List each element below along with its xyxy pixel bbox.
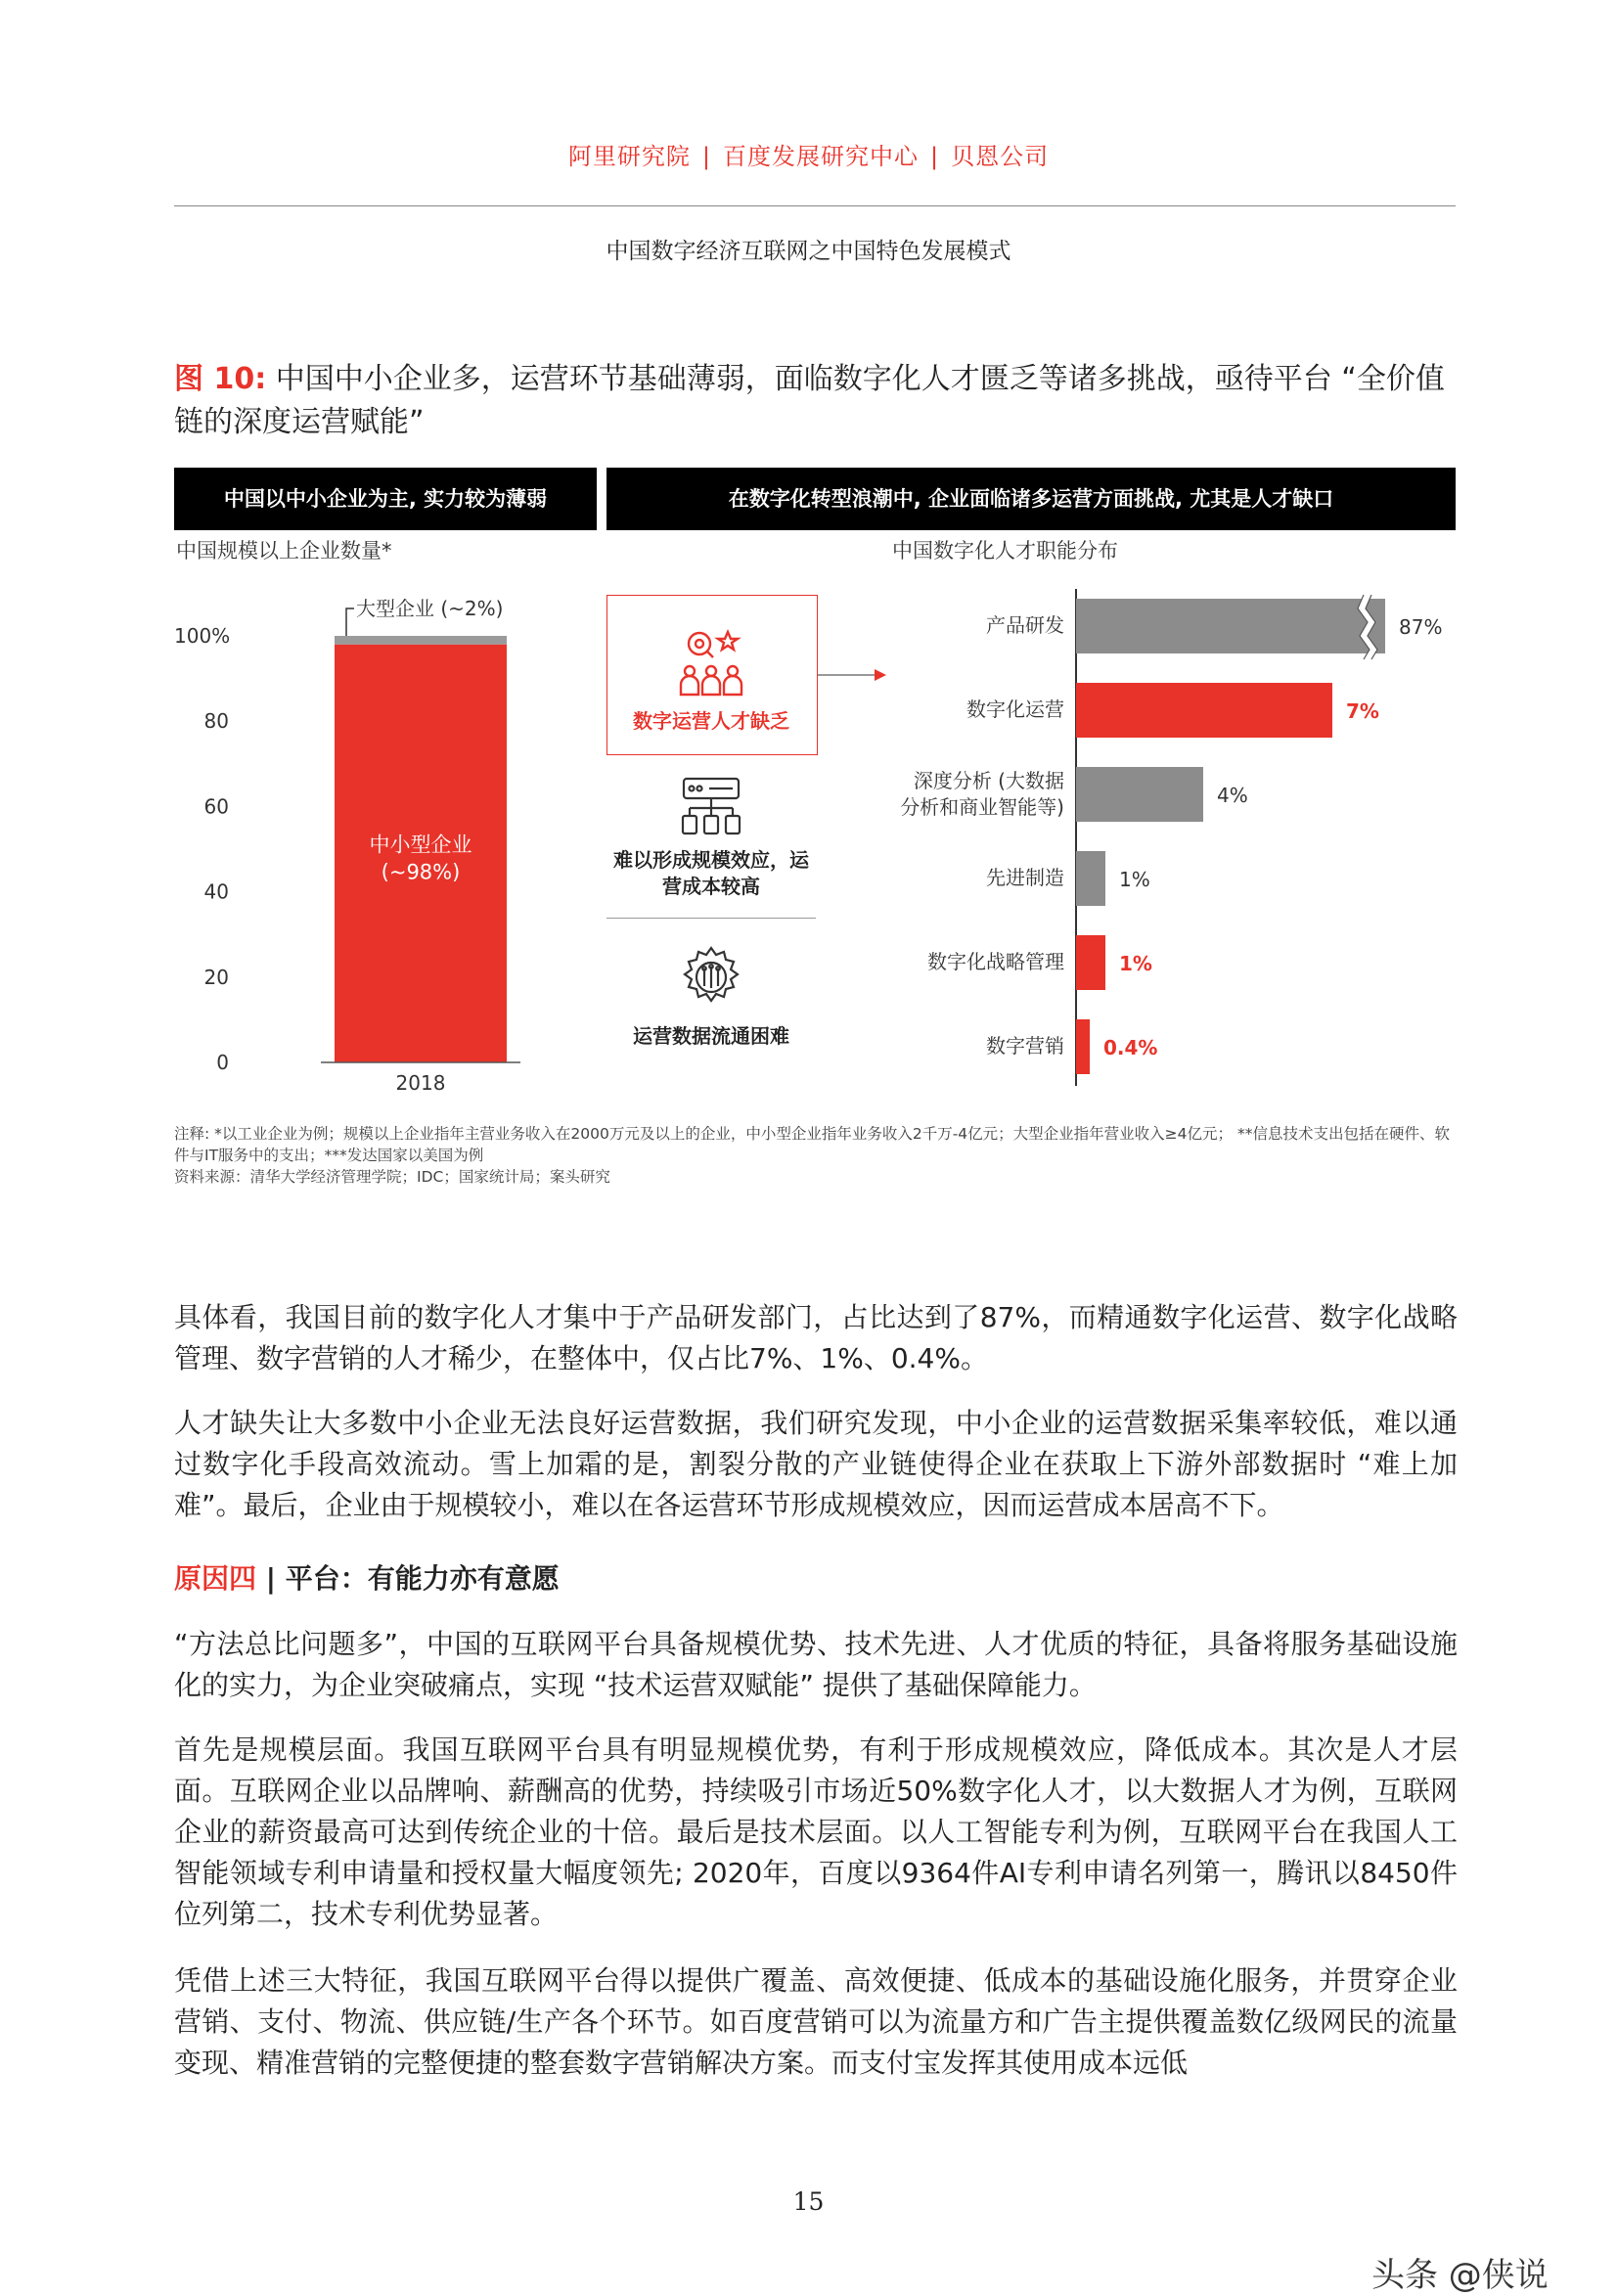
- left-banner: 中国以中小企业为主, 实力较为薄弱: [174, 468, 597, 530]
- bar-sme-label: 中小型企业: [369, 833, 472, 857]
- talent-value-label: 7%: [1346, 699, 1379, 723]
- figure-label: 图 10:: [174, 362, 267, 396]
- paragraph-3: “方法总比问题多”，中国的互联网平台具备规模优势、技术先进、人才优质的特征，具备将服务基础设施化的实力，为企业突破痛点，实现 “技术运营双赋能” 提供了基础保障能力。: [174, 1628, 1458, 1701]
- bar-large-leader: [346, 608, 354, 636]
- header-separator: |: [930, 143, 940, 170]
- y-tick-label: 20: [203, 965, 229, 989]
- y-tick-label: 0: [216, 1051, 229, 1074]
- report-header: [0, 137, 1617, 171]
- talent-bar: [1076, 1019, 1090, 1074]
- talent-bar: [1076, 767, 1203, 822]
- bar-large-label: 大型企业 (~2%): [356, 597, 504, 620]
- challenge-talent-label: 数字运营人才缺乏: [633, 709, 789, 733]
- figure-title-text: 中国中小企业多，运营环节基础薄弱，面临数字化人才匮乏等诸多挑战，亟待平台 “全价值链的深度运营赋能”: [174, 362, 1445, 439]
- paragraph-1: 具体看，我国目前的数字化人才集中于产品研发部门，占比达到了87%，而精通数字化运营、数字化战略管理、数字营销的人才稀少，在整体中，仅占比7%、1%、0.4%。: [174, 1301, 1458, 1374]
- enterprise-count-chart: [174, 567, 595, 1096]
- talent-bar: [1076, 599, 1385, 653]
- figure-notes: 注释: *以工业企业为例；规模以上企业指年主营业务收入在2000万元及以上的企业，中小型企业指年业务收入2千万-4亿元；大型企业指年营业收入≥4亿元； **信息技术支出包括在硬件、软件与IT服务中的支出；***发达国家以美国为例: [174, 1125, 1450, 1164]
- header-separator: |: [701, 143, 711, 170]
- talent-category-label: 数字营销: [986, 1034, 1064, 1058]
- section-heading-text: | 平台：有能力亦有意愿: [256, 1562, 560, 1595]
- paragraph-4: 首先是规模层面。我国互联网平台具有明显规模优势，有利于形成规模效应，降低成本。其次是人才层面。互联网企业以品牌响、薪酬高的优势，持续吸引市场近50%数字化人才，以大数据人才为例，互联网企业的薪资最高可达到传统企业的十倍。最后是技术层面。以人工智能专利为例，互联网平台在我国人工智能领域专利申请量和授权量大幅度领先; 2020年，百度以9364件AI专利申请名列第一，腾讯以8450件位列第二，技术专利优势显著。: [174, 1733, 1458, 1930]
- y-tick-label: 100%: [174, 624, 231, 648]
- talent-category-label: 数字化战略管理: [927, 950, 1064, 973]
- challenge-data-label: 运营数据流通困难: [633, 1024, 789, 1048]
- gear-circuit-icon: [679, 945, 743, 1010]
- paragraph-5: 凭借上述三大特征，我国互联网平台得以提供广覆盖、高效便捷、低成本的基础设施化服务，并贯穿企业营销、支付、物流、供应链/生产各个环节。如百度营销可以为流量方和广告主提供覆盖数亿级网民的流量变现、精准营销的完整便捷的整套数字营销解决方案。而支付宝发挥其使用成本远低: [174, 1964, 1458, 2079]
- talent-category-label: 数字化运营: [966, 698, 1064, 721]
- bar-large: [335, 636, 507, 645]
- bar-sme-value: (~98%): [381, 860, 461, 884]
- link-arrow: [818, 667, 886, 683]
- x-category-label: 2018: [395, 1071, 446, 1095]
- talent-distribution-chart: [1074, 583, 1458, 1092]
- talent-value-label: 0.4%: [1103, 1036, 1158, 1059]
- talent-value-label: 87%: [1399, 615, 1443, 639]
- y-tick-label: 80: [203, 709, 229, 734]
- talent-category-label: 产品研发: [986, 613, 1064, 637]
- paragraph-2: 人才缺失让大多数中小企业无法良好运营数据，我们研究发现，中小企业的运营数据采集率较低，难以通过数字化手段高效流动。雪上加霜的是，割裂分散的产业链使得企业在获取上下游外部数据时 “难上加难”。最后，企业由于规模较小，难以在各运营环节形成规模效应，因而运营成本居高不下。: [174, 1407, 1458, 1521]
- talent-bar: [1076, 935, 1105, 990]
- y-tick-label: 60: [203, 794, 229, 819]
- talent-bar: [1076, 851, 1105, 906]
- org-baidu: 百度发展研究中心: [723, 143, 919, 170]
- talent-search-icon: [676, 626, 746, 698]
- challenge-scale-label: 难以形成规模效应，运营成本较高: [613, 848, 809, 898]
- section-heading-red: 原因四: [174, 1562, 257, 1595]
- org-alibaba: 阿里研究院: [567, 143, 691, 170]
- right-banner: 在数字化转型浪潮中, 企业面临诸多运营方面挑战, 尤其是人才缺口: [606, 468, 1456, 530]
- report-subtitle: 中国数字经济互联网之中国特色发展模式: [606, 239, 1011, 264]
- talent-value-label: 4%: [1217, 784, 1248, 807]
- talent-category-label: 深度分析 (大数据 分析和商业智能等): [900, 769, 1064, 819]
- right-chart-title: 中国数字化人才职能分布: [892, 539, 1118, 563]
- figure-source: 资料来源：清华大学经济管理学院；IDC；国家统计局；案头研究: [174, 1168, 610, 1186]
- watermark: 头条 @侠说: [1371, 2256, 1549, 2295]
- y-tick-label: 40: [203, 879, 229, 904]
- header-rule: [174, 205, 1456, 206]
- challenge-divider: [606, 918, 816, 919]
- server-network-icon: [680, 775, 742, 837]
- org-bain: 贝恩公司: [951, 143, 1050, 170]
- page-number: 15: [792, 2187, 825, 2216]
- left-chart-title: 中国规模以上企业数量*: [176, 539, 392, 563]
- figure-title: [174, 358, 1456, 444]
- talent-category-label: 先进制造: [986, 866, 1064, 889]
- talent-value-label: 1%: [1119, 952, 1152, 975]
- talent-bar: [1076, 683, 1332, 738]
- talent-value-label: 1%: [1119, 868, 1150, 891]
- section-heading: [174, 1557, 560, 1597]
